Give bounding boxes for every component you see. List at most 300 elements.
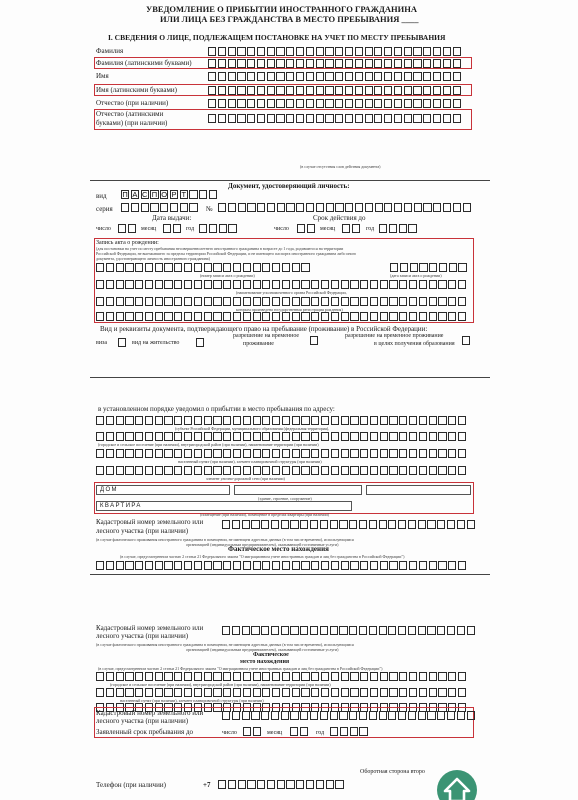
input-cell[interactable] [413, 72, 421, 81]
input-cell[interactable] [282, 263, 290, 272]
input-cell[interactable] [237, 47, 245, 56]
input-cell[interactable] [380, 672, 388, 681]
input-cell[interactable] [262, 672, 270, 681]
cadastre-cells[interactable] [222, 520, 476, 529]
input-cell[interactable] [116, 466, 124, 475]
kv-field[interactable]: КВАРТИРА [96, 501, 352, 511]
input-cell[interactable] [164, 466, 172, 475]
issue-month-cells[interactable] [163, 224, 183, 233]
input-cell[interactable] [458, 672, 466, 681]
input-cell[interactable] [296, 114, 304, 123]
input-cell[interactable] [340, 727, 348, 736]
input-cell[interactable] [429, 312, 437, 321]
input-cell[interactable] [409, 672, 417, 681]
input-cell[interactable] [404, 86, 412, 95]
input-cell[interactable] [355, 59, 363, 68]
input-cell[interactable] [419, 416, 427, 425]
input-cell[interactable] [419, 263, 427, 272]
input-cell[interactable] [301, 297, 309, 306]
input-cell[interactable] [350, 416, 358, 425]
input-cell[interactable] [400, 263, 408, 272]
input-cell[interactable] [341, 672, 349, 681]
input-cell[interactable] [301, 263, 309, 272]
input-cell[interactable] [399, 280, 407, 289]
input-cell[interactable] [272, 432, 280, 441]
input-cell[interactable] [433, 99, 441, 108]
input-cell[interactable] [448, 280, 456, 289]
input-cell[interactable] [389, 466, 397, 475]
input-cell[interactable] [301, 280, 309, 289]
input-cell[interactable] [380, 561, 388, 570]
input-cell[interactable] [330, 727, 338, 736]
input-cell[interactable] [96, 312, 104, 321]
input-cell[interactable] [433, 114, 441, 123]
input-cell[interactable] [257, 86, 265, 95]
address-district-cells[interactable] [96, 432, 468, 441]
input-cell[interactable] [370, 416, 378, 425]
input-cell[interactable] [243, 297, 251, 306]
input-cell[interactable] [300, 520, 308, 529]
input-cell[interactable] [194, 466, 202, 475]
input-cell[interactable] [429, 672, 437, 681]
input-cell[interactable] [394, 203, 402, 212]
input-cell[interactable] [467, 520, 475, 529]
input-cell[interactable] [184, 312, 192, 321]
input-cell[interactable] [306, 47, 314, 56]
term-day-cells[interactable] [243, 727, 263, 736]
input-cell[interactable] [253, 432, 261, 441]
input-cell[interactable] [228, 224, 236, 233]
input-cell[interactable] [194, 280, 202, 289]
input-cell[interactable] [418, 711, 426, 720]
input-cell[interactable] [457, 520, 465, 529]
input-cell[interactable] [135, 466, 143, 475]
input-cell[interactable] [164, 297, 172, 306]
visa-check[interactable] [118, 338, 128, 347]
input-cell[interactable] [384, 59, 392, 68]
valid-year-cells[interactable] [379, 224, 418, 233]
input-cell[interactable] [419, 297, 427, 306]
input-cell[interactable] [184, 263, 192, 272]
input-cell[interactable] [379, 626, 387, 635]
input-cell[interactable] [251, 520, 259, 529]
input-cell[interactable] [394, 59, 402, 68]
input-cell[interactable] [301, 432, 309, 441]
input-cell[interactable] [404, 114, 412, 123]
input-cell[interactable] [233, 416, 241, 425]
temp-check[interactable] [310, 336, 320, 345]
input-cell[interactable] [247, 86, 255, 95]
input-cell[interactable] [271, 626, 279, 635]
input-cell[interactable] [316, 780, 324, 789]
input-cell[interactable] [389, 312, 397, 321]
input-cell[interactable] [163, 224, 171, 233]
input-cell[interactable] [233, 688, 241, 697]
input-cell[interactable] [379, 224, 387, 233]
input-cell[interactable] [409, 466, 417, 475]
input-cell[interactable] [320, 626, 328, 635]
input-cell[interactable] [409, 432, 417, 441]
input-cell[interactable] [365, 203, 373, 212]
input-cell[interactable] [429, 449, 437, 458]
input-cell[interactable] [155, 280, 163, 289]
input-cell[interactable] [292, 432, 300, 441]
input-cell[interactable] [370, 466, 378, 475]
input-cell[interactable] [345, 47, 353, 56]
input-cell[interactable] [253, 727, 261, 736]
input-cell[interactable] [389, 561, 397, 570]
input-cell[interactable] [350, 727, 358, 736]
input-cell[interactable] [276, 47, 284, 56]
input-cell[interactable] [380, 312, 388, 321]
input-cell[interactable] [438, 449, 446, 458]
input-cell[interactable] [222, 711, 230, 720]
input-cell[interactable] [218, 99, 226, 108]
input-cell[interactable] [267, 99, 275, 108]
input-cell[interactable] [164, 449, 172, 458]
input-cell[interactable] [228, 59, 236, 68]
input-cell[interactable] [394, 114, 402, 123]
input-cell[interactable] [350, 449, 358, 458]
input-cell[interactable] [453, 59, 461, 68]
input-cell[interactable] [262, 280, 270, 289]
input-cell[interactable] [253, 449, 261, 458]
input-cell[interactable] [96, 263, 104, 272]
input-cell[interactable] [125, 688, 133, 697]
input-cell[interactable] [135, 263, 143, 272]
input-cell[interactable] [360, 688, 368, 697]
input-cell[interactable] [389, 688, 397, 697]
bottom-cadastre-cells[interactable] [222, 626, 476, 635]
input-cell[interactable] [223, 263, 231, 272]
input-cell[interactable] [281, 626, 289, 635]
input-cell[interactable] [350, 561, 358, 570]
input-cell[interactable] [155, 466, 163, 475]
input-cell[interactable] [306, 86, 314, 95]
input-cell[interactable] [429, 416, 437, 425]
input-cell[interactable] [335, 59, 343, 68]
input-cell[interactable] [433, 86, 441, 95]
input-cell[interactable] [413, 114, 421, 123]
input-cell[interactable] [433, 47, 441, 56]
valid-month-cells[interactable] [342, 224, 362, 233]
doc-type-cell[interactable] [199, 190, 207, 199]
input-cell[interactable] [262, 263, 270, 272]
input-cell[interactable] [321, 297, 329, 306]
surname-cells[interactable] [208, 47, 462, 56]
input-cell[interactable] [429, 297, 437, 306]
doc-type-cell[interactable]: С [141, 190, 148, 199]
input-cell[interactable] [394, 47, 402, 56]
input-cell[interactable] [208, 59, 216, 68]
input-cell[interactable] [243, 688, 251, 697]
input-cell[interactable] [321, 280, 329, 289]
input-cell[interactable] [399, 466, 407, 475]
input-cell[interactable] [145, 416, 153, 425]
input-cell[interactable] [243, 449, 251, 458]
input-cell[interactable] [350, 312, 358, 321]
input-cell[interactable] [286, 99, 294, 108]
input-cell[interactable] [286, 72, 294, 81]
input-cell[interactable] [404, 203, 412, 212]
input-cell[interactable] [413, 99, 421, 108]
input-cell[interactable] [458, 688, 466, 697]
input-cell[interactable] [300, 626, 308, 635]
input-cell[interactable] [237, 114, 245, 123]
input-cell[interactable] [145, 432, 153, 441]
input-cell[interactable] [296, 780, 304, 789]
input-cell[interactable] [316, 99, 324, 108]
input-cell[interactable] [125, 312, 133, 321]
input-cell[interactable] [409, 297, 417, 306]
input-cell[interactable] [453, 86, 461, 95]
input-cell[interactable] [247, 780, 255, 789]
address-subject-cells[interactable] [96, 416, 468, 425]
input-cell[interactable] [439, 263, 447, 272]
input-cell[interactable] [204, 688, 212, 697]
input-cell[interactable] [375, 203, 383, 212]
input-cell[interactable] [233, 297, 241, 306]
input-cell[interactable] [251, 626, 259, 635]
input-cell[interactable] [208, 99, 216, 108]
input-cell[interactable] [399, 312, 407, 321]
input-cell[interactable] [261, 626, 269, 635]
input-cell[interactable] [321, 449, 329, 458]
issue-day-cells[interactable] [118, 224, 138, 233]
scroll-top-button[interactable] [437, 770, 477, 800]
input-cell[interactable] [467, 626, 475, 635]
doc-type-cell[interactable] [189, 190, 197, 199]
input-cell[interactable] [233, 312, 241, 321]
input-cell[interactable] [437, 711, 445, 720]
input-cell[interactable] [257, 59, 265, 68]
input-cell[interactable] [213, 688, 221, 697]
input-cell[interactable] [325, 47, 333, 56]
input-cell[interactable] [438, 432, 446, 441]
input-cell[interactable] [145, 280, 153, 289]
input-cell[interactable] [238, 780, 246, 789]
input-cell[interactable] [272, 449, 280, 458]
dom-extra-field-1[interactable] [234, 485, 362, 495]
input-cell[interactable] [194, 312, 202, 321]
input-cell[interactable] [429, 432, 437, 441]
input-cell[interactable] [247, 114, 255, 123]
input-cell[interactable] [141, 203, 149, 212]
input-cell[interactable] [301, 449, 309, 458]
input-cell[interactable] [281, 520, 289, 529]
doc-type-cell[interactable]: А [132, 190, 138, 199]
input-cell[interactable] [233, 561, 241, 570]
input-cell[interactable] [237, 59, 245, 68]
input-cell[interactable] [253, 280, 261, 289]
input-cell[interactable] [462, 336, 470, 345]
input-cell[interactable] [253, 466, 261, 475]
input-cell[interactable] [398, 711, 406, 720]
input-cell[interactable] [404, 72, 412, 81]
input-cell[interactable] [359, 727, 367, 736]
bottom-fact-cells-2[interactable] [96, 688, 468, 697]
input-cell[interactable] [247, 203, 255, 212]
input-cell[interactable] [427, 711, 435, 720]
input-cell[interactable] [204, 561, 212, 570]
input-cell[interactable] [194, 416, 202, 425]
input-cell[interactable] [380, 449, 388, 458]
input-cell[interactable] [448, 416, 456, 425]
input-cell[interactable] [174, 280, 182, 289]
input-cell[interactable] [297, 224, 305, 233]
input-cell[interactable] [292, 672, 300, 681]
input-cell[interactable] [116, 297, 124, 306]
input-cell[interactable] [399, 297, 407, 306]
input-cell[interactable] [370, 449, 378, 458]
input-cell[interactable] [438, 312, 446, 321]
input-cell[interactable] [311, 688, 319, 697]
input-cell[interactable] [458, 297, 466, 306]
input-cell[interactable] [374, 86, 382, 95]
input-cell[interactable] [204, 263, 212, 272]
input-cell[interactable] [233, 449, 241, 458]
input-cell[interactable] [379, 711, 387, 720]
input-cell[interactable] [365, 114, 373, 123]
input-cell[interactable] [335, 86, 343, 95]
input-cell[interactable] [204, 466, 212, 475]
input-cell[interactable] [306, 59, 314, 68]
input-cell[interactable] [96, 297, 104, 306]
input-cell[interactable] [437, 520, 445, 529]
input-cell[interactable] [443, 203, 451, 212]
input-cell[interactable] [331, 449, 339, 458]
input-cell[interactable] [276, 99, 284, 108]
input-cell[interactable] [125, 280, 133, 289]
input-cell[interactable] [419, 312, 427, 321]
input-cell[interactable] [457, 626, 465, 635]
input-cell[interactable] [282, 432, 290, 441]
input-cell[interactable] [247, 59, 255, 68]
input-cell[interactable] [419, 688, 427, 697]
input-cell[interactable] [384, 203, 392, 212]
input-cell[interactable] [262, 416, 270, 425]
input-cell[interactable] [272, 297, 280, 306]
input-cell[interactable] [174, 312, 182, 321]
input-cell[interactable] [286, 114, 294, 123]
input-cell[interactable] [443, 47, 451, 56]
input-cell[interactable] [380, 466, 388, 475]
input-cell[interactable] [408, 626, 416, 635]
input-cell[interactable] [352, 224, 360, 233]
input-cell[interactable] [316, 47, 324, 56]
input-cell[interactable] [321, 416, 329, 425]
input-cell[interactable] [296, 203, 304, 212]
input-cell[interactable] [208, 86, 216, 95]
input-cell[interactable] [404, 99, 412, 108]
input-cell[interactable] [423, 99, 431, 108]
input-cell[interactable] [427, 520, 435, 529]
input-cell[interactable] [223, 466, 231, 475]
input-cell[interactable] [360, 297, 368, 306]
input-cell[interactable] [389, 672, 397, 681]
input-cell[interactable] [116, 432, 124, 441]
surname-latin-cells[interactable] [208, 59, 462, 68]
input-cell[interactable] [423, 86, 431, 95]
input-cell[interactable] [380, 297, 388, 306]
input-cell[interactable] [365, 72, 373, 81]
input-cell[interactable] [326, 203, 334, 212]
input-cell[interactable] [125, 263, 133, 272]
input-cell[interactable] [267, 203, 275, 212]
input-cell[interactable] [388, 711, 396, 720]
input-cell[interactable] [311, 416, 319, 425]
input-cell[interactable] [121, 203, 129, 212]
input-cell[interactable] [447, 711, 455, 720]
input-cell[interactable] [369, 626, 377, 635]
input-cell[interactable] [399, 449, 407, 458]
input-cell[interactable] [300, 727, 308, 736]
input-cell[interactable] [341, 466, 349, 475]
input-cell[interactable] [271, 711, 279, 720]
input-cell[interactable] [384, 86, 392, 95]
input-cell[interactable] [150, 203, 158, 212]
input-cell[interactable] [423, 72, 431, 81]
input-cell[interactable] [399, 561, 407, 570]
input-cell[interactable] [316, 86, 324, 95]
input-cell[interactable] [237, 86, 245, 95]
input-cell[interactable] [370, 432, 378, 441]
input-cell[interactable] [223, 672, 231, 681]
input-cell[interactable] [164, 432, 172, 441]
input-cell[interactable] [155, 297, 163, 306]
input-cell[interactable] [228, 86, 236, 95]
input-cell[interactable] [306, 203, 314, 212]
name-latin-cells[interactable] [208, 86, 462, 95]
input-cell[interactable] [390, 263, 398, 272]
input-cell[interactable] [257, 99, 265, 108]
input-cell[interactable] [326, 780, 334, 789]
input-cell[interactable] [384, 114, 392, 123]
input-cell[interactable] [282, 466, 290, 475]
input-cell[interactable] [96, 561, 104, 570]
input-cell[interactable] [365, 47, 373, 56]
input-cell[interactable] [429, 280, 437, 289]
input-cell[interactable] [106, 672, 114, 681]
input-cell[interactable] [350, 672, 358, 681]
input-cell[interactable] [228, 72, 236, 81]
input-cell[interactable] [189, 203, 197, 212]
input-cell[interactable] [330, 626, 338, 635]
input-cell[interactable] [194, 432, 202, 441]
input-cell[interactable] [125, 466, 133, 475]
input-cell[interactable] [296, 86, 304, 95]
input-cell[interactable] [370, 561, 378, 570]
input-cell[interactable] [118, 338, 126, 347]
input-cell[interactable] [306, 780, 314, 789]
input-cell[interactable] [209, 224, 217, 233]
birth-date-cells[interactable] [390, 263, 468, 272]
input-cell[interactable] [145, 466, 153, 475]
input-cell[interactable] [257, 47, 265, 56]
input-cell[interactable] [213, 466, 221, 475]
input-cell[interactable] [106, 263, 114, 272]
input-cell[interactable] [223, 688, 231, 697]
input-cell[interactable] [135, 688, 143, 697]
input-cell[interactable] [423, 203, 431, 212]
input-cell[interactable] [261, 711, 269, 720]
birth-organ-cells-1[interactable] [96, 280, 468, 289]
input-cell[interactable] [331, 312, 339, 321]
input-cell[interactable] [384, 47, 392, 56]
input-cell[interactable] [360, 466, 368, 475]
input-cell[interactable] [213, 672, 221, 681]
input-cell[interactable] [282, 280, 290, 289]
